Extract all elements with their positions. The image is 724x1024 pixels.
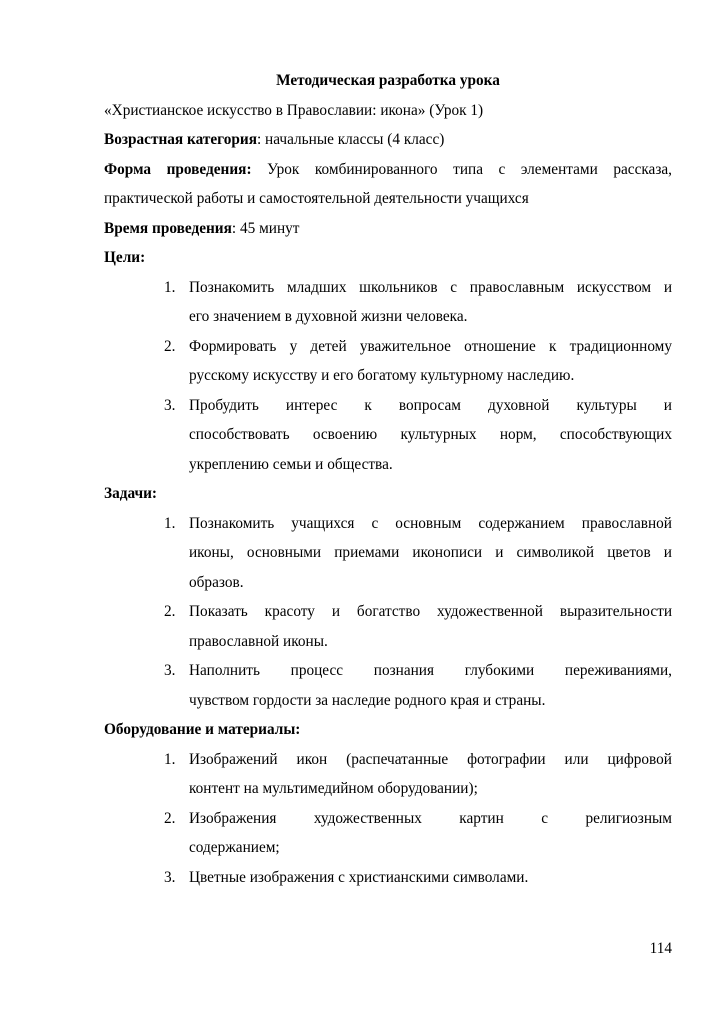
list-item-number: 1. <box>164 278 176 296</box>
list-item <box>104 804 672 863</box>
goals-list <box>104 273 672 480</box>
document-page <box>104 66 672 892</box>
list-item <box>104 509 672 598</box>
list-item-number: 3. <box>164 396 176 414</box>
list-item-line: русскому искусству и его богатому культурному наследию. <box>189 367 575 384</box>
list-item-line: его значением в духовной жизни человека. <box>189 308 468 325</box>
list-item-line: Формировать у детей уважительное отношение к традиционному <box>189 337 672 355</box>
list-item-number: 1. <box>164 514 176 532</box>
time-label: Время проведения <box>104 219 232 237</box>
list-item <box>104 273 672 332</box>
list-item-number: 2. <box>164 337 176 355</box>
list-item-line: Цветные изображения с христианскими символами. <box>189 868 529 886</box>
list-item-line: контент на мультимедийном оборудовании); <box>189 780 478 797</box>
list-item-line: Изображений икон (распечатанные фотографии или цифровой <box>189 750 672 768</box>
list-item <box>104 391 672 480</box>
list-item-line: православной иконы. <box>189 632 328 650</box>
list-item-line: иконы, основными приемами иконописи и символикой цветов и <box>189 544 672 561</box>
form-line-1 <box>104 155 672 185</box>
form-value-line2: практической работы и самостоятельной деятельности учащихся <box>104 190 529 207</box>
list-item-line: способствовать освоению культурных норм, способствующих <box>189 426 672 443</box>
equipment-heading: Оборудование и материалы: <box>104 721 301 738</box>
list-item-line: Познакомить младших школьников с православным искусством и <box>189 278 672 296</box>
list-item-line: Показать красоту и богатство художественной выразительности <box>189 603 672 620</box>
list-item-line: образов. <box>189 573 244 591</box>
tasks-list <box>104 509 672 716</box>
tasks-heading: Задачи: <box>104 485 158 502</box>
form-value-line1: Урок комбинированного типа с элементами рассказа, <box>267 160 673 178</box>
document-title: Методическая разработка урока <box>276 72 500 89</box>
equipment-list <box>104 745 672 893</box>
list-item-number: 2. <box>164 603 176 620</box>
age-category <box>104 125 672 155</box>
list-item <box>104 332 672 391</box>
list-item-line: Познакомить учащихся с основным содержанием православной <box>189 514 672 532</box>
list-item <box>104 863 672 893</box>
list-item-line: Пробудить интерес к вопросам духовной культуры и <box>189 396 672 414</box>
goals-heading: Цели: <box>104 249 146 266</box>
form-label: Форма проведения: <box>104 160 252 178</box>
list-item-number: 2. <box>164 809 176 827</box>
list-item <box>104 597 672 656</box>
list-item <box>104 656 672 715</box>
list-item-number: 1. <box>164 750 176 768</box>
list-item-number: 3. <box>164 868 176 886</box>
list-item <box>104 745 672 804</box>
list-item-line: чувством гордости за наследие родного края и страны. <box>189 691 546 709</box>
list-item-line: укреплению семьи и общества. <box>189 455 393 473</box>
age-category-value: : начальные классы (4 класс) <box>256 131 445 148</box>
lesson-subtitle: «Христианское искусство в Православии: икона» (Урок 1) <box>104 101 484 119</box>
list-item-line: содержанием; <box>189 839 280 856</box>
time-value: : 45 минут <box>231 219 300 237</box>
page-number: 114 <box>649 940 672 957</box>
list-item-number: 3. <box>164 662 176 679</box>
list-item-line: Изображения художественных картин с религиозным <box>189 809 672 827</box>
lesson-time <box>104 214 672 244</box>
age-category-label: Возрастная категория <box>104 131 257 148</box>
list-item-line: Наполнить процесс познания глубокими переживаниями, <box>189 662 672 679</box>
